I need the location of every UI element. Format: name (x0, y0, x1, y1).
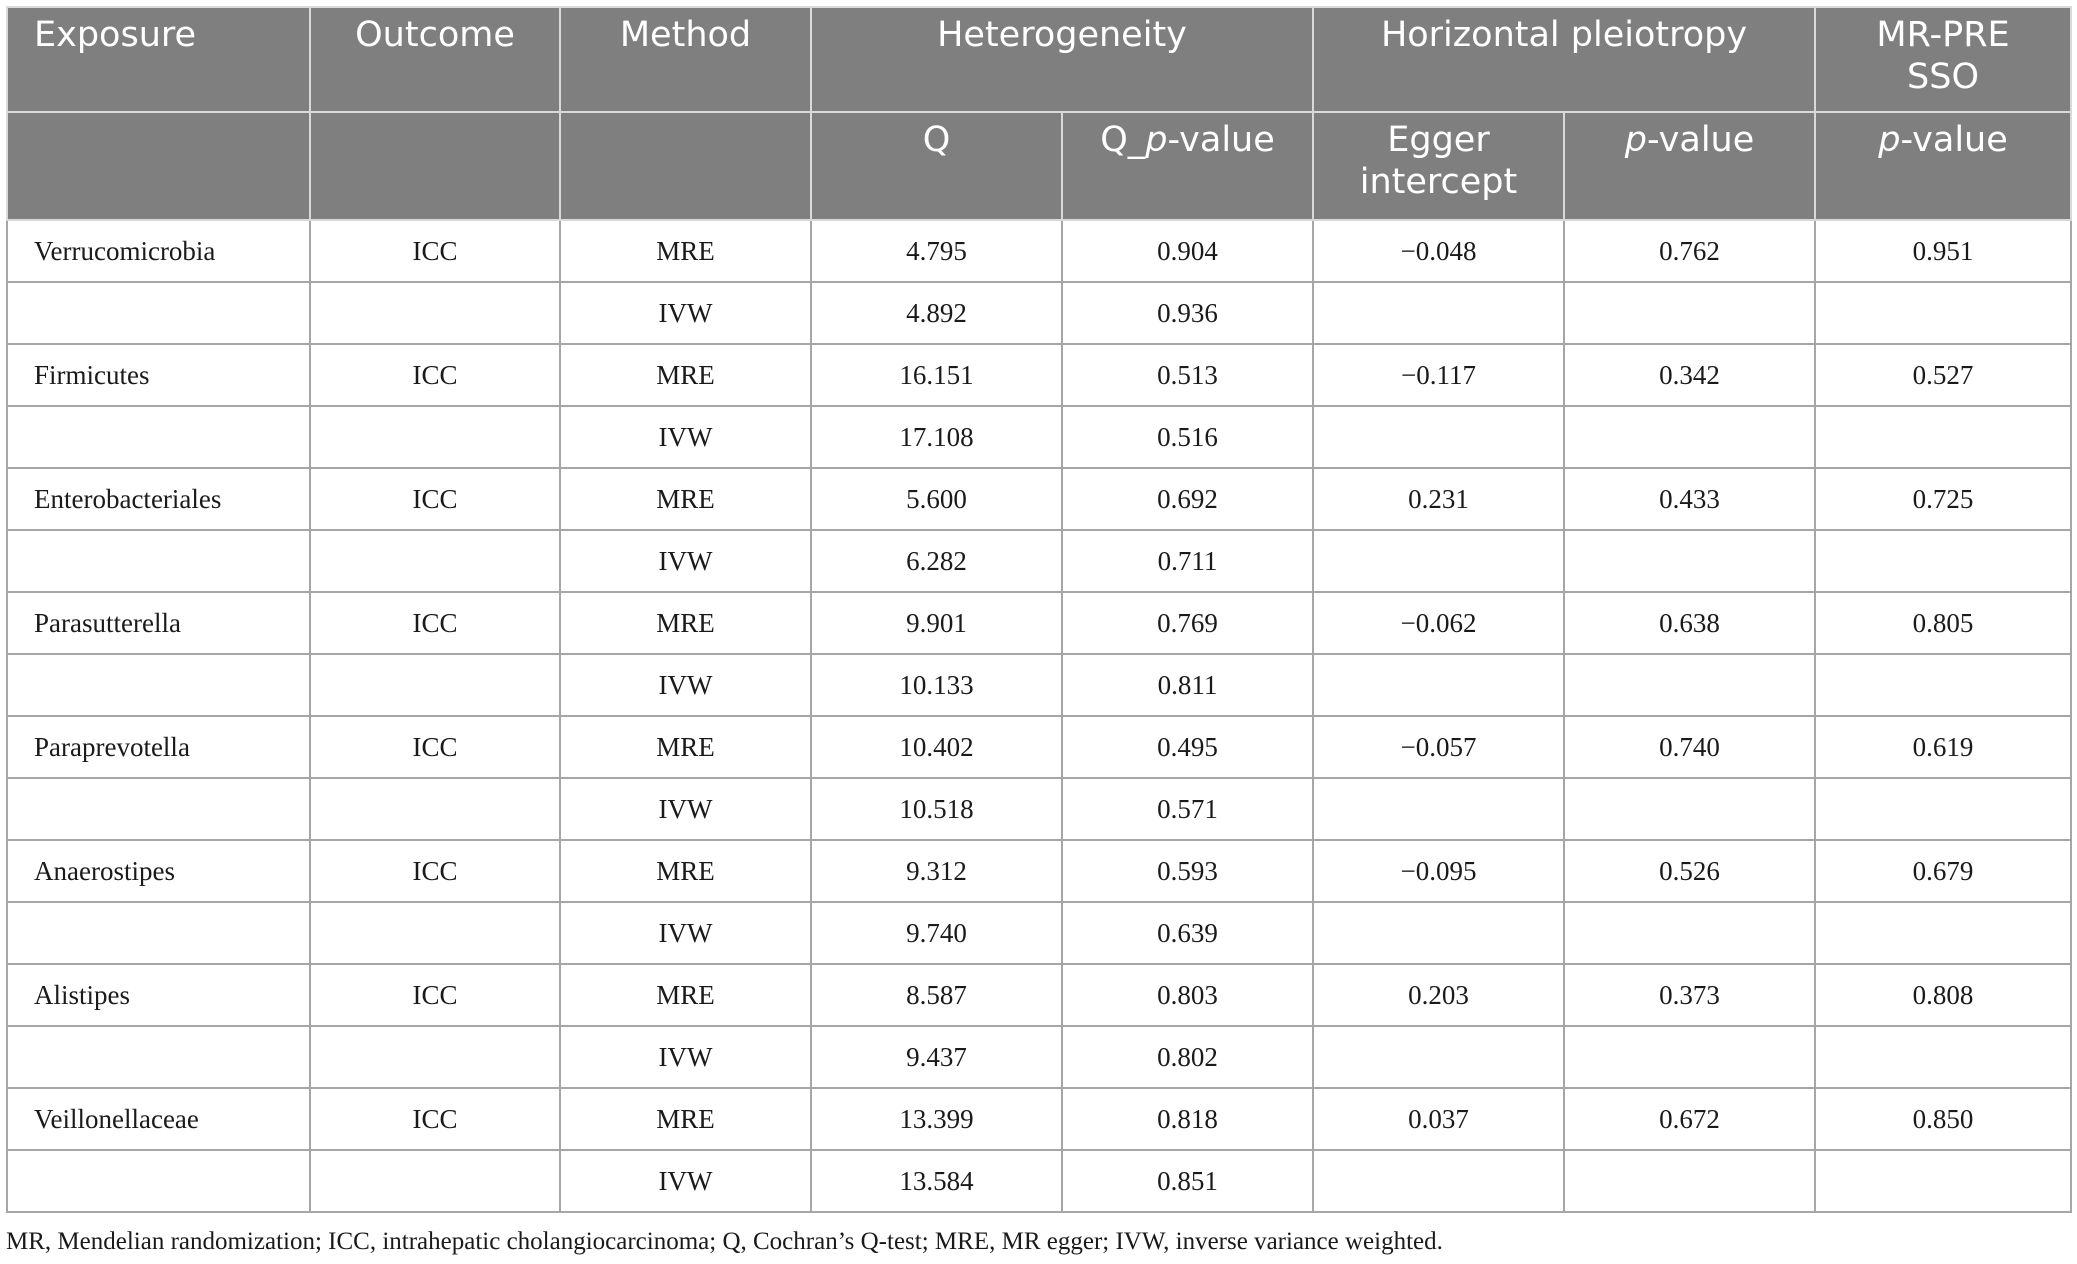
sensitivity-analysis-table (6, 6, 2072, 1213)
cell-q-pvalue: 0.516 (1062, 406, 1313, 468)
cell-method: MRE (560, 964, 811, 1026)
cell-outcome: ICC (310, 220, 560, 282)
table-row (7, 654, 2071, 716)
cell-method: IVW (560, 902, 811, 964)
cell-presso-pvalue: 0.619 (1815, 716, 2071, 778)
cell-presso-pvalue: 0.679 (1815, 840, 2071, 902)
cell-presso-pvalue: 0.725 (1815, 468, 2071, 530)
cell-presso-pvalue: 0.850 (1815, 1088, 2071, 1150)
subheader-egger-intercept: Egger intercept (1313, 112, 1564, 220)
subheader-exposure-blank (7, 112, 310, 220)
cell-q: 9.312 (811, 840, 1062, 902)
cell-presso-pvalue (1815, 778, 2071, 840)
cell-q-pvalue: 0.495 (1062, 716, 1313, 778)
cell-egger-intercept (1313, 1150, 1564, 1212)
cell-pvalue (1564, 654, 1815, 716)
cell-outcome (310, 530, 560, 592)
cell-q: 10.402 (811, 716, 1062, 778)
table-row (7, 716, 2071, 778)
cell-presso-pvalue (1815, 530, 2071, 592)
cell-egger-intercept: −0.048 (1313, 220, 1564, 282)
pvalue-suffix: -value (1646, 120, 1755, 160)
subheader-outcome-blank (310, 112, 560, 220)
cell-presso-pvalue: 0.951 (1815, 220, 2071, 282)
cell-q-pvalue: 0.639 (1062, 902, 1313, 964)
cell-exposure (7, 778, 310, 840)
cell-egger-intercept: −0.095 (1313, 840, 1564, 902)
cell-method: MRE (560, 592, 811, 654)
table-row (7, 406, 2071, 468)
cell-egger-intercept (1313, 902, 1564, 964)
cell-egger-intercept (1313, 282, 1564, 344)
cell-q: 4.892 (811, 282, 1062, 344)
cell-outcome: ICC (310, 592, 560, 654)
cell-exposure (7, 1150, 310, 1212)
cell-exposure (7, 282, 310, 344)
table-row (7, 778, 2071, 840)
cell-presso-pvalue (1815, 654, 2071, 716)
q-pvalue-prefix: Q_ (1100, 120, 1146, 160)
cell-q-pvalue: 0.936 (1062, 282, 1313, 344)
cell-q: 10.133 (811, 654, 1062, 716)
cell-pvalue: 0.342 (1564, 344, 1815, 406)
cell-q: 13.399 (811, 1088, 1062, 1150)
cell-method: MRE (560, 468, 811, 530)
cell-outcome (310, 406, 560, 468)
table-row (7, 468, 2071, 530)
cell-q: 6.282 (811, 530, 1062, 592)
cell-method: IVW (560, 1026, 811, 1088)
cell-outcome (310, 282, 560, 344)
cell-q-pvalue: 0.571 (1062, 778, 1313, 840)
cell-egger-intercept (1313, 1026, 1564, 1088)
cell-q-pvalue: 0.692 (1062, 468, 1313, 530)
cell-pvalue: 0.762 (1564, 220, 1815, 282)
cell-egger-intercept (1313, 778, 1564, 840)
cell-presso-pvalue: 0.805 (1815, 592, 2071, 654)
cell-pvalue: 0.433 (1564, 468, 1815, 530)
cell-q: 9.901 (811, 592, 1062, 654)
cell-outcome: ICC (310, 468, 560, 530)
cell-egger-intercept (1313, 654, 1564, 716)
cell-exposure: Firmicutes (7, 344, 310, 406)
cell-method: MRE (560, 1088, 811, 1150)
cell-method: MRE (560, 344, 811, 406)
cell-pvalue (1564, 1026, 1815, 1088)
cell-q-pvalue: 0.593 (1062, 840, 1313, 902)
cell-pvalue: 0.526 (1564, 840, 1815, 902)
cell-method: MRE (560, 220, 811, 282)
header-method: Method (560, 7, 811, 112)
q-pvalue-suffix: -value (1167, 120, 1275, 160)
cell-egger-intercept: −0.062 (1313, 592, 1564, 654)
cell-egger-intercept: 0.203 (1313, 964, 1564, 1026)
table-row (7, 220, 2071, 282)
table-row (7, 592, 2071, 654)
cell-egger-intercept (1313, 530, 1564, 592)
cell-exposure (7, 1026, 310, 1088)
results-table-container (6, 6, 2070, 1213)
header-horizontal-pleiotropy: Horizontal pleiotropy (1313, 7, 1815, 112)
cell-outcome (310, 778, 560, 840)
subheader-pvalue (1564, 112, 1815, 220)
cell-q-pvalue: 0.802 (1062, 1026, 1313, 1088)
cell-method: MRE (560, 840, 811, 902)
cell-q: 9.740 (811, 902, 1062, 964)
cell-egger-intercept (1313, 406, 1564, 468)
cell-pvalue (1564, 530, 1815, 592)
subheader-method-blank (560, 112, 811, 220)
table-footnote: MR, Mendelian randomization; ICC, intrahepatic cholangiocarcinoma; Q, Cochran’s Q-test; MRE, MR egger; IVW, inverse variance weighted. (6, 1228, 1443, 1255)
table-row (7, 902, 2071, 964)
cell-q-pvalue: 0.904 (1062, 220, 1313, 282)
cell-q: 16.151 (811, 344, 1062, 406)
cell-presso-pvalue: 0.527 (1815, 344, 2071, 406)
table-row (7, 344, 2071, 406)
cell-presso-pvalue: 0.808 (1815, 964, 2071, 1026)
cell-method: IVW (560, 1150, 811, 1212)
cell-q-pvalue: 0.818 (1062, 1088, 1313, 1150)
table-row (7, 1026, 2071, 1088)
cell-exposure: Veillonellaceae (7, 1088, 310, 1150)
subheader-q: Q (811, 112, 1062, 220)
cell-egger-intercept: −0.057 (1313, 716, 1564, 778)
cell-outcome (310, 902, 560, 964)
cell-q: 17.108 (811, 406, 1062, 468)
cell-q: 4.795 (811, 220, 1062, 282)
cell-pvalue (1564, 1150, 1815, 1212)
cell-exposure (7, 406, 310, 468)
header-mr-presso (1815, 7, 2071, 112)
pvalue-p: p (1624, 120, 1647, 160)
cell-pvalue (1564, 282, 1815, 344)
subheader-q-pvalue (1062, 112, 1313, 220)
cell-exposure: Paraprevotella (7, 716, 310, 778)
table-row (7, 282, 2071, 344)
cell-presso-pvalue (1815, 406, 2071, 468)
cell-method: IVW (560, 282, 811, 344)
cell-presso-pvalue (1815, 902, 2071, 964)
table-row (7, 964, 2071, 1026)
cell-q: 5.600 (811, 468, 1062, 530)
cell-exposure (7, 654, 310, 716)
cell-q-pvalue: 0.711 (1062, 530, 1313, 592)
cell-exposure (7, 530, 310, 592)
presso-pvalue-suffix: -value (1900, 120, 2008, 160)
table-header (7, 7, 2071, 220)
cell-exposure (7, 902, 310, 964)
cell-pvalue (1564, 406, 1815, 468)
table-row (7, 840, 2071, 902)
cell-egger-intercept: −0.117 (1313, 344, 1564, 406)
cell-presso-pvalue (1815, 1150, 2071, 1212)
cell-q: 10.518 (811, 778, 1062, 840)
cell-pvalue: 0.638 (1564, 592, 1815, 654)
cell-pvalue: 0.373 (1564, 964, 1815, 1026)
cell-method: MRE (560, 716, 811, 778)
cell-presso-pvalue (1815, 282, 2071, 344)
cell-method: IVW (560, 778, 811, 840)
cell-outcome (310, 654, 560, 716)
cell-method: IVW (560, 654, 811, 716)
table-body (7, 220, 2071, 1212)
table-row (7, 1088, 2071, 1150)
header-outcome: Outcome (310, 7, 560, 112)
cell-outcome (310, 1150, 560, 1212)
cell-outcome (310, 1026, 560, 1088)
header-exposure: Exposure (7, 7, 310, 112)
cell-exposure: Parasutterella (7, 592, 310, 654)
cell-outcome: ICC (310, 344, 560, 406)
cell-exposure: Anaerostipes (7, 840, 310, 902)
cell-q: 13.584 (811, 1150, 1062, 1212)
cell-exposure: Verrucomicrobia (7, 220, 310, 282)
presso-pvalue-p: p (1878, 120, 1901, 160)
cell-q: 8.587 (811, 964, 1062, 1026)
cell-q-pvalue: 0.769 (1062, 592, 1313, 654)
cell-q-pvalue: 0.513 (1062, 344, 1313, 406)
cell-outcome: ICC (310, 964, 560, 1026)
cell-method: IVW (560, 406, 811, 468)
table-row (7, 530, 2071, 592)
mr-presso-label: MR-PRESSO (1876, 15, 2010, 97)
cell-egger-intercept: 0.037 (1313, 1088, 1564, 1150)
cell-outcome: ICC (310, 716, 560, 778)
cell-exposure: Alistipes (7, 964, 310, 1026)
cell-exposure: Enterobacteriales (7, 468, 310, 530)
table-row (7, 1150, 2071, 1212)
cell-pvalue (1564, 902, 1815, 964)
cell-q-pvalue: 0.803 (1062, 964, 1313, 1026)
subheader-presso-pvalue (1815, 112, 2071, 220)
cell-q-pvalue: 0.811 (1062, 654, 1313, 716)
cell-outcome: ICC (310, 840, 560, 902)
cell-outcome: ICC (310, 1088, 560, 1150)
cell-pvalue: 0.740 (1564, 716, 1815, 778)
cell-method: IVW (560, 530, 811, 592)
cell-egger-intercept: 0.231 (1313, 468, 1564, 530)
cell-presso-pvalue (1815, 1026, 2071, 1088)
cell-pvalue: 0.672 (1564, 1088, 1815, 1150)
cell-pvalue (1564, 778, 1815, 840)
cell-q: 9.437 (811, 1026, 1062, 1088)
q-pvalue-p: p (1145, 120, 1168, 160)
cell-q-pvalue: 0.851 (1062, 1150, 1313, 1212)
header-heterogeneity: Heterogeneity (811, 7, 1313, 112)
